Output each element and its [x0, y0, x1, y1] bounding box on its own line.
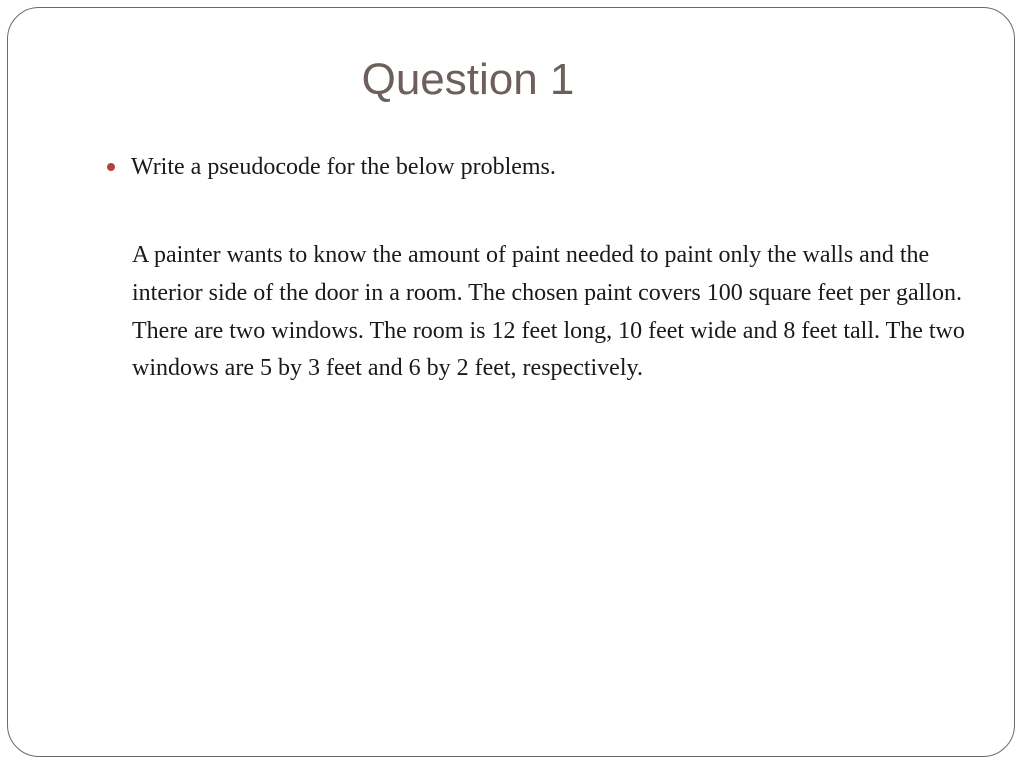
problem-statement: A painter wants to know the amount of paint needed to paint only the walls and the interior side of the door in a room. The chosen paint covers 100 square feet per gallon. There are two windows. The room is 12 feet long, 10 feet wide and 8 feet tall. The two windows are 5 by 3 feet and 6 by 2 feet, respectively.	[132, 242, 965, 382]
bullet-item	[107, 151, 967, 183]
slide-title: Question 1	[361, 55, 575, 104]
bullet-text: Write a pseudocode for the below problems.	[131, 154, 556, 180]
bullet-dot-icon	[107, 163, 115, 171]
slide-frame	[7, 7, 1015, 757]
